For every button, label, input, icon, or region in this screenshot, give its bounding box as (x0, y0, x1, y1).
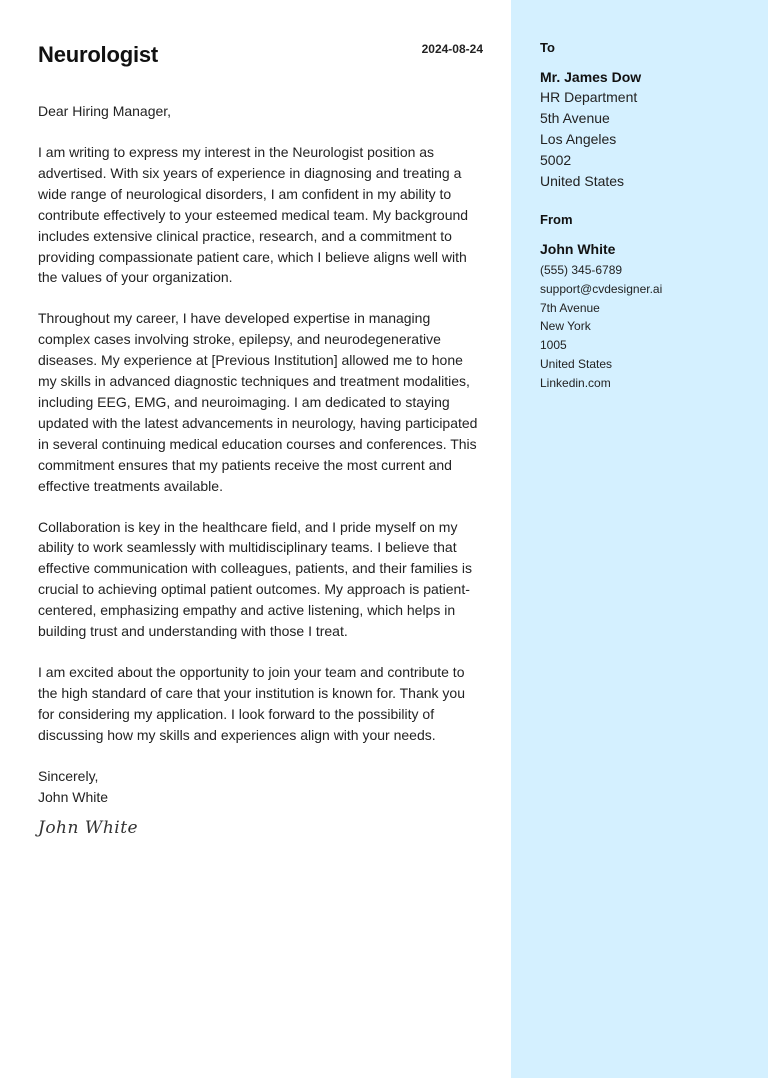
salutation: Dear Hiring Manager, (38, 103, 172, 119)
paragraph-3: Collaboration is key in the healthcare field, and I pride myself on my ability to work seamlessly with multidisciplinary teams. I believe that effective communication with colleagues, patients, and their families is crucial to achieving optimal patient outcomes. My approach is patient-centered, emphasizing empathy and active listening, which helps in building trust and understanding with those I treat. (38, 518, 472, 640)
sender-name-closing: John White (38, 788, 109, 805)
job-title: Neurologist (38, 42, 159, 67)
sender-name: John White (540, 241, 616, 257)
sender-phone: (555) 345-6789 (540, 263, 623, 277)
sender-email: support@cvdesigner.ai (540, 281, 663, 296)
sender-zip: 1005 (540, 338, 567, 353)
sender-city: New York (540, 319, 591, 334)
contact-sidebar (511, 0, 768, 1078)
sender-linkedin: Linkedin.com (540, 375, 611, 390)
recipient-street: 5th Avenue (540, 110, 610, 126)
recipient-department: HR Department (540, 89, 638, 105)
recipient-name: Mr. James Dow (540, 69, 642, 85)
recipient-country: United States (540, 173, 625, 189)
recipient-zip: 5002 (540, 152, 572, 168)
sender-street: 7th Avenue (540, 300, 600, 315)
from-label: From (540, 212, 573, 227)
letter-date: 2024-08-24 (421, 42, 483, 56)
paragraph-1: I am writing to express my interest in the Neurologist position as advertised. With six years of experience in diagnosing and treating a wide range of neurological disorders, I am confident in my ability to contribute effectively to your esteemed medical team. My background includes extensive clinical practice, research, and a commitment to providing compassionate patient care, which I believe aligns well with the values of your organization. (38, 144, 469, 286)
recipient-city: Los Angeles (540, 131, 617, 147)
paragraph-4: I am excited about the opportunity to join your team and contribute to the high standard of care that your institution is known for. Thank you for considering my application. I look forward to the possibility of discussing how my skills and experiences align with your needs. (38, 663, 465, 743)
letter-header (38, 42, 483, 72)
handwritten-signature: John White (38, 817, 139, 838)
sender-country: United States (540, 356, 613, 371)
closing-phrase: Sincerely, (38, 767, 99, 784)
closing-block (38, 766, 483, 808)
to-label: To (540, 40, 555, 55)
paragraph-2: Throughout my career, I have developed expertise in managing complex cases involving stroke, epilepsy, and neurodegenerative diseases. My experience at [Previous Institution] allowed me to hone my skills in advanced diagnostic techniques and treatment modalities, including EEG, EMG, and neuroimaging. I am dedicated to staying updated with the latest advancements in neurology, having participated in several continuing medical education courses and conferences. This commitment ensures that my patients receive the most current and effective treatments available. (38, 310, 478, 494)
